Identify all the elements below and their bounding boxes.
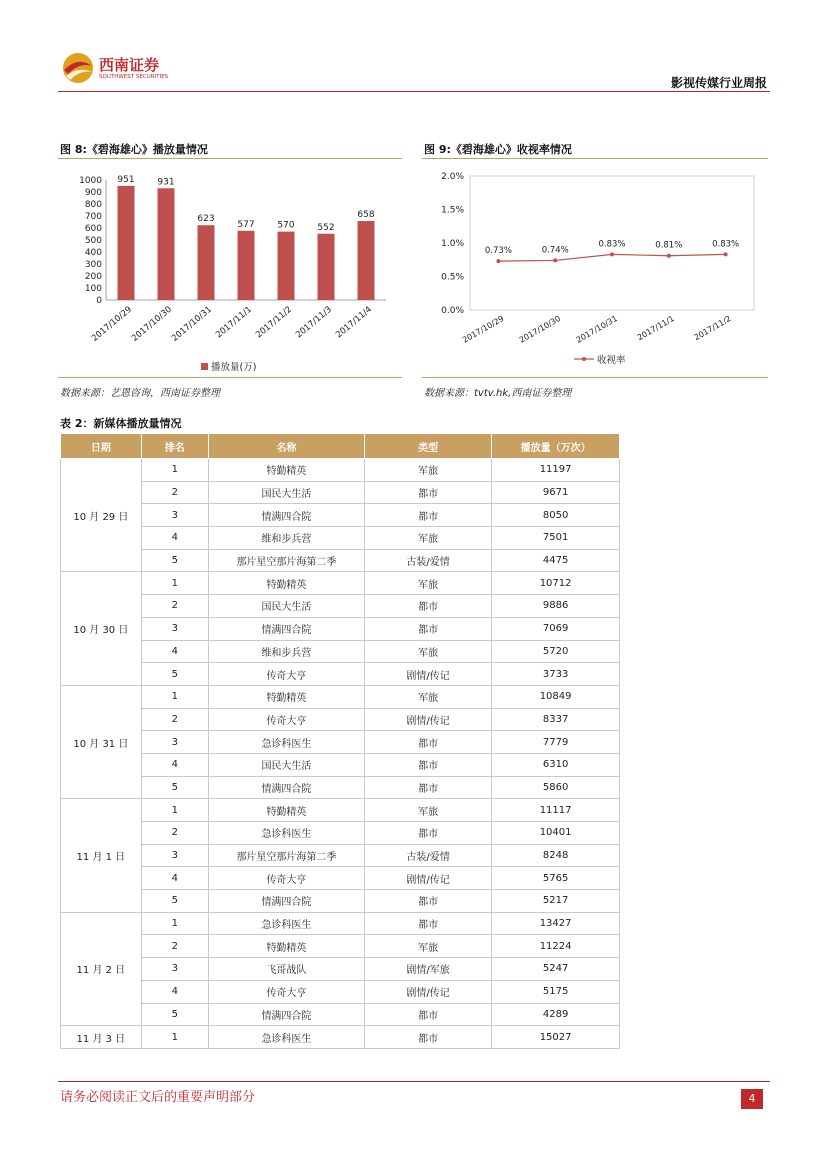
table-row xyxy=(61,1026,620,1049)
type-cell: 军旅 xyxy=(365,640,492,663)
name-cell: 传奇大亨 xyxy=(208,663,364,686)
point-data-label: 0.73% xyxy=(484,246,512,257)
line-point xyxy=(610,252,614,256)
type-cell: 都市 xyxy=(365,1026,492,1049)
plays-cell: 5217 xyxy=(492,890,620,913)
new-media-play-table xyxy=(60,433,620,1049)
date-cell: 11 月 3 日 xyxy=(61,1026,142,1049)
rank-cell: 2 xyxy=(141,822,208,845)
figure9-source: 数据来源：tvtv.hk,西南证券整理 xyxy=(424,388,572,399)
name-cell: 特勤精英 xyxy=(208,459,364,482)
legend-marker xyxy=(582,357,586,361)
name-cell: 飞哥战队 xyxy=(208,958,364,981)
name-cell: 急诊科医生 xyxy=(208,1026,364,1049)
col-date: 日期 xyxy=(61,434,142,459)
plays-cell: 8248 xyxy=(492,844,620,867)
name-cell: 急诊科医生 xyxy=(208,912,364,935)
type-cell: 古装/爱情 xyxy=(365,844,492,867)
name-cell: 国民大生活 xyxy=(208,481,364,504)
table-row xyxy=(61,1003,620,1026)
point-data-label: 0.83% xyxy=(598,239,626,250)
table-row xyxy=(61,980,620,1003)
name-cell: 那片星空那片海第二季 xyxy=(208,549,364,572)
x-tick-label: 2017/10/30 xyxy=(129,304,174,344)
bar xyxy=(158,188,175,300)
x-tick-label: 2017/11/1 xyxy=(635,313,676,343)
y-tick-label: 800 xyxy=(84,200,102,210)
logo-text-en: SOUTHWEST SECURITIES xyxy=(99,74,169,80)
bar-data-label: 951 xyxy=(117,174,135,185)
rank-cell: 1 xyxy=(141,799,208,822)
y-tick-label: 1.0% xyxy=(441,239,464,249)
rank-cell: 5 xyxy=(141,663,208,686)
rank-cell: 4 xyxy=(141,980,208,1003)
name-cell: 传奇大亨 xyxy=(208,867,364,890)
bar-data-label: 931 xyxy=(157,177,175,188)
y-tick-label: 400 xyxy=(84,248,102,258)
date-cell: 10 月 31 日 xyxy=(61,685,142,798)
figure9-bottom-rule xyxy=(422,377,768,378)
y-tick-label: 900 xyxy=(84,188,102,198)
table-row xyxy=(61,958,620,981)
bar-data-label: 570 xyxy=(277,220,295,231)
plays-cell: 15027 xyxy=(492,1026,620,1049)
plays-cell: 3733 xyxy=(492,663,620,686)
name-cell: 特勤精英 xyxy=(208,799,364,822)
plays-cell: 10712 xyxy=(492,572,620,595)
date-cell: 10 月 29 日 xyxy=(61,459,142,572)
table-header-row xyxy=(61,434,620,459)
bar xyxy=(358,221,375,300)
plays-cell: 6310 xyxy=(492,753,620,776)
y-tick-label: 1000 xyxy=(79,176,102,186)
point-data-label: 0.83% xyxy=(712,239,740,250)
table-row xyxy=(61,844,620,867)
disclaimer: 请务必阅读正文后的重要声明部分 xyxy=(60,1090,256,1105)
figure9-title: 图 9:《碧海雄心》收视率情况 xyxy=(424,143,572,156)
x-tick-label: 2017/10/30 xyxy=(517,313,563,345)
col-plays: 播放量（万次） xyxy=(492,434,620,459)
plays-cell: 8337 xyxy=(492,708,620,731)
table-row xyxy=(61,640,620,663)
plays-cell: 10849 xyxy=(492,685,620,708)
y-tick-label: 2.0% xyxy=(441,172,464,182)
bar-data-label: 658 xyxy=(357,210,375,221)
col-type: 类型 xyxy=(365,434,492,459)
rank-cell: 2 xyxy=(141,481,208,504)
table-row xyxy=(61,731,620,754)
plays-cell: 5720 xyxy=(492,640,620,663)
name-cell: 情满四合院 xyxy=(208,1003,364,1026)
name-cell: 情满四合院 xyxy=(208,890,364,913)
type-cell: 都市 xyxy=(365,731,492,754)
rank-cell: 3 xyxy=(141,958,208,981)
plays-cell: 13427 xyxy=(492,912,620,935)
legend-swatch xyxy=(201,363,208,370)
bar xyxy=(278,232,295,300)
plays-cell: 4475 xyxy=(492,549,620,572)
type-cell: 都市 xyxy=(365,617,492,640)
bar xyxy=(118,186,135,300)
rank-cell: 5 xyxy=(141,549,208,572)
table-row xyxy=(61,890,620,913)
x-tick-label: 2017/11/3 xyxy=(294,304,334,341)
y-tick-label: 300 xyxy=(84,260,102,270)
plays-cell: 7501 xyxy=(492,527,620,550)
type-cell: 军旅 xyxy=(365,799,492,822)
table-row xyxy=(61,799,620,822)
rank-cell: 2 xyxy=(141,708,208,731)
plays-cell: 9886 xyxy=(492,595,620,618)
date-cell: 11 月 1 日 xyxy=(61,799,142,912)
table-row xyxy=(61,708,620,731)
name-cell: 急诊科医生 xyxy=(208,731,364,754)
y-tick-label: 600 xyxy=(84,224,102,234)
name-cell: 情满四合院 xyxy=(208,617,364,640)
name-cell: 维和步兵营 xyxy=(208,640,364,663)
type-cell: 军旅 xyxy=(365,935,492,958)
plays-cell: 7069 xyxy=(492,617,620,640)
date-cell: 10 月 30 日 xyxy=(61,572,142,685)
type-cell: 都市 xyxy=(365,912,492,935)
rank-cell: 1 xyxy=(141,685,208,708)
name-cell: 特勤精英 xyxy=(208,935,364,958)
name-cell: 国民大生活 xyxy=(208,753,364,776)
table-row xyxy=(61,504,620,527)
plays-cell: 5247 xyxy=(492,958,620,981)
rank-cell: 4 xyxy=(141,753,208,776)
figure8-top-rule xyxy=(58,158,402,159)
type-cell: 都市 xyxy=(365,890,492,913)
name-cell: 特勤精英 xyxy=(208,572,364,595)
logo-icon xyxy=(62,52,96,84)
name-cell: 传奇大亨 xyxy=(208,980,364,1003)
rank-cell: 3 xyxy=(141,504,208,527)
plays-cell: 8050 xyxy=(492,504,620,527)
rank-cell: 3 xyxy=(141,617,208,640)
rank-cell: 5 xyxy=(141,1003,208,1026)
table-row xyxy=(61,617,620,640)
col-rank: 排名 xyxy=(141,434,208,459)
logo xyxy=(62,52,182,84)
y-tick-label: 500 xyxy=(84,236,102,246)
type-cell: 都市 xyxy=(365,776,492,799)
y-tick-label: 700 xyxy=(84,212,102,222)
name-cell: 特勤精英 xyxy=(208,685,364,708)
legend-label: 收视率 xyxy=(597,355,626,366)
line-point xyxy=(724,252,728,256)
point-data-label: 0.81% xyxy=(655,240,683,251)
y-tick-label: 1.5% xyxy=(441,205,464,216)
plays-cell: 9671 xyxy=(492,481,620,504)
plays-cell: 4289 xyxy=(492,1003,620,1026)
x-tick-label: 2017/11/2 xyxy=(254,304,294,341)
table-row xyxy=(61,776,620,799)
table-row xyxy=(61,685,620,708)
x-tick-label: 2017/11/1 xyxy=(214,304,254,341)
y-tick-label: 100 xyxy=(84,284,102,294)
type-cell: 军旅 xyxy=(365,572,492,595)
x-tick-label: 2017/10/31 xyxy=(169,304,214,344)
plays-cell: 5175 xyxy=(492,980,620,1003)
line-point xyxy=(553,258,557,262)
bar xyxy=(238,231,255,300)
table-row xyxy=(61,663,620,686)
plays-cell: 10401 xyxy=(492,822,620,845)
bar-data-label: 552 xyxy=(317,222,335,233)
bar xyxy=(198,225,215,300)
col-name: 名称 xyxy=(208,434,364,459)
table-row xyxy=(61,867,620,890)
name-cell: 传奇大亨 xyxy=(208,708,364,731)
plays-cell: 11117 xyxy=(492,799,620,822)
name-cell: 维和步兵营 xyxy=(208,527,364,550)
table-row xyxy=(61,912,620,935)
type-cell: 军旅 xyxy=(365,685,492,708)
bar-data-label: 577 xyxy=(237,219,255,230)
rank-cell: 1 xyxy=(141,912,208,935)
name-cell: 情满四合院 xyxy=(208,776,364,799)
report-title: 影视传媒行业周报 xyxy=(670,76,767,90)
y-tick-label: 0.0% xyxy=(441,306,464,316)
figure8-source: 数据来源：艺恩咨询，西南证券整理 xyxy=(60,388,220,399)
x-tick-label: 2017/11/2 xyxy=(692,313,733,343)
name-cell: 那片星空那片海第二季 xyxy=(208,844,364,867)
rank-cell: 4 xyxy=(141,527,208,550)
bar xyxy=(318,234,335,300)
type-cell: 剧情/传记 xyxy=(365,980,492,1003)
type-cell: 剧情/传记 xyxy=(365,867,492,890)
line-point xyxy=(667,254,671,258)
rank-cell: 1 xyxy=(141,1026,208,1049)
type-cell: 剧情/传记 xyxy=(365,663,492,686)
table-title: 表 2：新媒体播放量情况 xyxy=(60,417,182,430)
type-cell: 都市 xyxy=(365,1003,492,1026)
table-row xyxy=(61,595,620,618)
type-cell: 都市 xyxy=(365,753,492,776)
table-row xyxy=(61,527,620,550)
type-cell: 都市 xyxy=(365,481,492,504)
plays-cell: 11197 xyxy=(492,459,620,482)
rank-cell: 3 xyxy=(141,844,208,867)
table-row xyxy=(61,459,620,482)
line-point xyxy=(496,259,500,263)
name-cell: 急诊科医生 xyxy=(208,822,364,845)
table-row xyxy=(61,753,620,776)
x-tick-label: 2017/10/29 xyxy=(89,304,134,344)
x-tick-label: 2017/11/4 xyxy=(334,304,374,341)
type-cell: 剧情/传记 xyxy=(365,708,492,731)
table-row xyxy=(61,481,620,504)
name-cell: 国民大生活 xyxy=(208,595,364,618)
plays-cell: 5765 xyxy=(492,867,620,890)
rank-cell: 1 xyxy=(141,572,208,595)
x-tick-label: 2017/10/31 xyxy=(574,313,619,345)
rank-cell: 4 xyxy=(141,867,208,890)
bar-data-label: 623 xyxy=(197,214,215,225)
type-cell: 都市 xyxy=(365,822,492,845)
rank-cell: 2 xyxy=(141,935,208,958)
plays-cell: 5860 xyxy=(492,776,620,799)
figure9-top-rule xyxy=(422,158,768,159)
rank-cell: 4 xyxy=(141,640,208,663)
header-divider xyxy=(58,91,770,92)
play-count-bar-chart xyxy=(58,162,402,376)
type-cell: 军旅 xyxy=(365,459,492,482)
name-cell: 情满四合院 xyxy=(208,504,364,527)
rank-cell: 1 xyxy=(141,459,208,482)
legend-label: 播放量(万) xyxy=(211,362,257,373)
figure8-title: 图 8:《碧海雄心》播放量情况 xyxy=(60,143,208,156)
y-tick-label: 0.5% xyxy=(441,272,464,283)
page-number: 4 xyxy=(741,1089,763,1109)
x-tick-label: 2017/10/29 xyxy=(460,313,506,345)
table-row xyxy=(61,572,620,595)
rank-cell: 5 xyxy=(141,776,208,799)
table-row xyxy=(61,935,620,958)
plays-cell: 11224 xyxy=(492,935,620,958)
type-cell: 军旅 xyxy=(365,527,492,550)
type-cell: 都市 xyxy=(365,595,492,618)
y-tick-label: 200 xyxy=(84,272,102,282)
type-cell: 古装/爱情 xyxy=(365,549,492,572)
date-cell: 11 月 2 日 xyxy=(61,912,142,1025)
logo-text-cn: 西南证券 xyxy=(99,56,160,74)
rating-line-chart xyxy=(422,162,768,376)
table-row xyxy=(61,549,620,572)
rank-cell: 5 xyxy=(141,890,208,913)
y-tick-label: 0 xyxy=(96,296,102,306)
point-data-label: 0.74% xyxy=(541,245,569,256)
type-cell: 都市 xyxy=(365,504,492,527)
plays-cell: 7779 xyxy=(492,731,620,754)
figure8-bottom-rule xyxy=(58,377,402,378)
rank-cell: 3 xyxy=(141,731,208,754)
footer-divider xyxy=(58,1081,770,1082)
rank-cell: 2 xyxy=(141,595,208,618)
table-row xyxy=(61,822,620,845)
type-cell: 剧情/军旅 xyxy=(365,958,492,981)
